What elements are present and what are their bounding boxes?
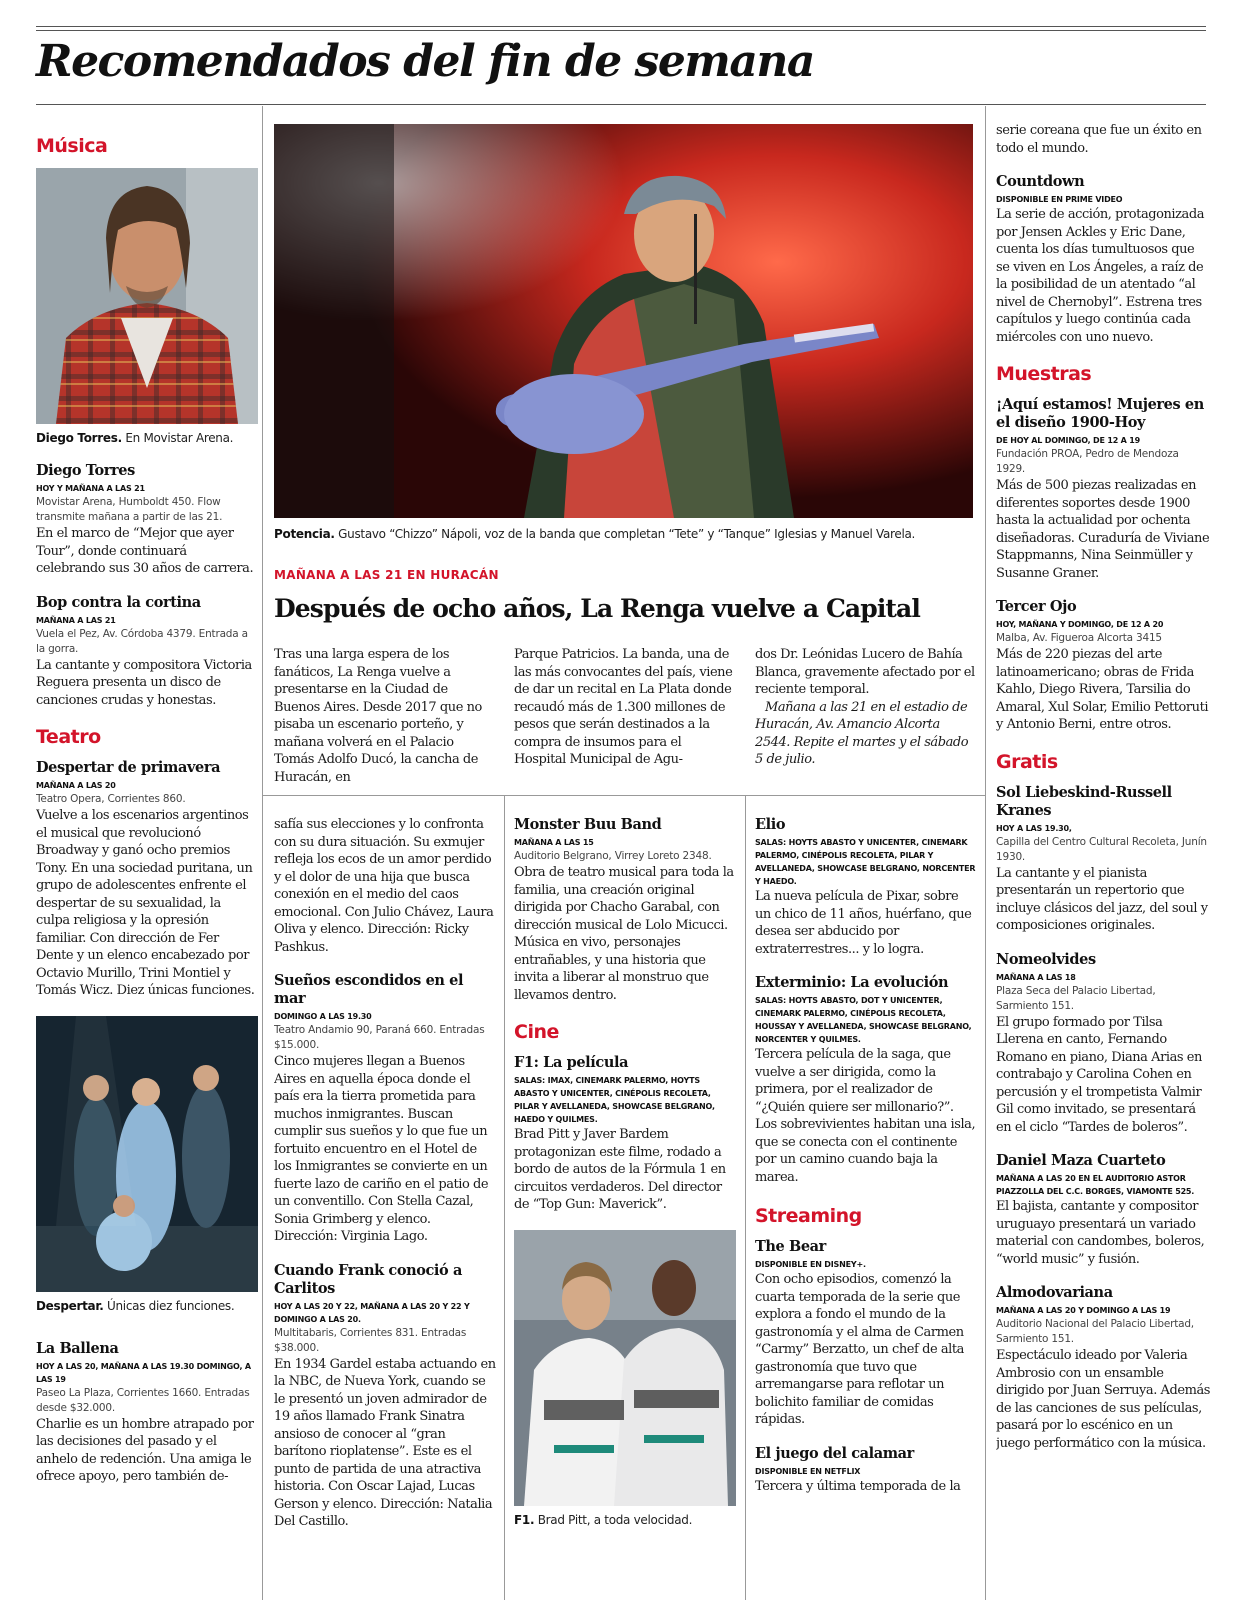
caption-despertar: Despertar. Únicas diez funciones.	[36, 1298, 235, 1313]
event-countdown: Countdown DISPONIBLE EN PRIME VIDEO La serie de acción, protagonizada por Jensen Ackles y Eric Dane, cuenta los días tumultuosos que se viven en Los Ángeles, a raíz de la posibilidad de un atentado “al nivel de Chernobyl”. Estrena tres capítulos y luego continúa cada miércoles con uno nuevo.	[996, 173, 1204, 345]
event-the-bear: The Bear DISPONIBLE EN DISNEY+. Con ocho episodios, comenzó la cuarta temporada de la serie que explora a fondo el mundo de la gastronomía y el alma de Carmen “Carmy” Berzatto, un chef de alta gastronomía que tuvo que arremangarse para reflotar un bolichito familiar de comidas rápidas.	[755, 1238, 964, 1427]
event-daniel-maza: Daniel Maza Cuarteto MAÑANA A LAS 20 EN EL AUDITORIO ASTOR PIAZZOLLA DEL C.C. BORGES, VIAMONTE 525. El bajista, cantante y compositor uruguayo presentará un variado material con candombes, boleros, “world music” y fusión.	[996, 1152, 1205, 1267]
la-ballena-continued: safía sus elecciones y lo confronta con su dura situación. Su exmujer refleja los ecos de un amor perdido y el dolor de una hija que busca conexión en el medio del caos emocional. Con Julio Chávez, Laura Oliva y elenco. Dirección: Ricky Pashkus.	[274, 817, 494, 955]
section-musica: Música	[36, 135, 108, 157]
event-la-ballena: La Ballena HOY A LAS 20, MAÑANA A LAS 19.30 DOMINGO, A LAS 19 Paseo La Plaza, Corrientes 1660. Entradas desde $32.000. Charlie es un hombre atrapado por las decisiones del pasado y el anhelo de redención. Una amiga le ofrece apoyo, pero también de-	[36, 1339, 254, 1484]
event-exterminio: Exterminio: La evolución SALAS: HOYTS ABASTO, DOT Y UNICENTER, CINEMARK PALERMO, CINÉPOLIS RECOLETA, HOUSSAY Y AVELLANEDA, SHOWCASE BELGRANO, NORCENTER Y QUILMES. Tercera película de la saga, que vuelve a ser dirigida, como la primera, por el realizador de “¿Quién quiere ser millonario?”. Los sobrevivientes habitan una isla, que se conecta con el continente por un camino cuando baja la marea.	[755, 974, 976, 1185]
divider-col2-3	[504, 796, 505, 1600]
section-gratis: Gratis	[996, 750, 1058, 773]
event-aqui-estamos: ¡Aquí estamos! Mujeres en el diseño 1900-Hoy DE HOY AL DOMINGO, DE 12 A 19 Fundación PROA, Pedro de Mendoza 1929. Más de 500 piezas realizadas en diferentes soportes desde 1900 hasta la actualidad por ochenta diseñadoras. Curaduría de Viviane Stappmanns, Nina Seinmüller y Susanne Graner.	[996, 396, 1210, 581]
section-cine: Cine	[514, 1021, 559, 1043]
caption-la-renga: Potencia. Gustavo “Chizzo” Nápoli, voz de la banda que completan “Tete” y “Tanque” Iglesias y Manuel Varela.	[274, 527, 916, 541]
title-rule	[36, 104, 1206, 105]
page-title: Recomendados del fin de semana	[36, 36, 814, 87]
event-elio: Elio SALAS: HOYTS ABASTO Y UNICENTER, CINEMARK PALERMO, CINÉPOLIS RECOLETA, PILAR Y AVELLANEDA, SHOWCASE BELGRANO, NORCENTER Y HAEDO. La nueva película de Pixar, sobre un chico de 11 años, huérfano, que desea ser abducido por extraterrestres... y lo logra.	[755, 816, 976, 957]
section-streaming: Streaming	[755, 1205, 862, 1227]
event-despertar-de-primavera: Despertar de primavera MAÑANA A LAS 20 Teatro Opera, Corrientes 860. Vuelve a los escenarios argentinos el musical que revolucionó Broadway y ganó ocho premios Tony. En una sociedad puritana, un grupo de adolescentes enfrente el despertar de su sexualidad, la culpa religiosa y la opresión familiar. Con dirección de Fer Dente y un elenco encabezado por Octavio Murillo, Trini Montiel y Tomás Wicz. Diez únicas funciones.	[36, 759, 255, 998]
article-headline: Después de ocho años, La Renga vuelve a Capital	[274, 594, 920, 623]
column-3	[514, 816, 736, 1600]
article-col-1: Tras una larga espera de los fanáticos, La Renga vuelve a presentarse en la Ciudad de Buenos Aires. Desde 2017 que no pisaba un escenario porteño, y mañana volverá en el Palacio Tomás Adolfo Ducó, la cancha de Huracán, en	[274, 647, 482, 785]
photo-la-renga-concert	[274, 124, 973, 518]
column-5	[996, 122, 1210, 1600]
column-4	[755, 816, 977, 1600]
event-cuando-frank: Cuando Frank conoció a Carlitos HOY A LAS 20 Y 22, MAÑANA A LAS 20 Y 22 Y DOMINGO A LAS 20. Multitabaris, Corrientes 831. Entradas $38.000. En 1934 Gardel estaba actuando en la NBC, de Nueva York, cuando se le presentó un joven admirador de 19 años llamado Frank Sinatra ansioso de conocer al “gran barítono rioplatense”. Este es el punto de partida de una atractiva historia. Con Oscar Lajad, Lucas Gerson y elenco. Dirección: Natalia Del Castillo.	[274, 1261, 496, 1529]
event-sol-liebeskind: Sol Liebeskind-Russell Kranes HOY A LAS 19.30, Capilla del Centro Cultural Recoleta, Junín 1930. La cantante y el pianista presentarán un repertorio que incluye clásicos del jazz, del soul y composiciones originales.	[996, 783, 1208, 933]
event-bop-contra-la-cortina: Bop contra la cortina MAÑANA A LAS 21 Vuela el Pez, Av. Córdoba 4379. Entrada a la gorra. La cantante y compositora Victoria Reguera presenta un disco de canciones crudas y honestas.	[36, 593, 252, 708]
event-tercer-ojo: Tercer Ojo HOY, MAÑANA Y DOMINGO, DE 12 A 20 Malba, Av. Figueroa Alcorta 3415 Más de 220 piezas del arte latinoamericano; obras de Frida Kahlo, Diego Rivera, Tarsilia do Amaral, Xul Solar, Emilio Pettoruti y Antonio Berni, entre otros.	[996, 598, 1209, 732]
event-suenos-escondidos: Sueños escondidos en el mar DOMINGO A LAS 19.30 Teatro Andamio 90, Paraná 660. Entradas $15.000. Cinco mujeres llegan a Buenos Aires en aquella época donde el país era la tierra prometida para muchos inmigrantes. Buscan cumplir sus sueños y lo que fue un fortuito encuentro en el Hotel de los Inmigrantes se convierte en un fuerte lazo de cariño en el patio de un conventillo. Con Stella Cazal, Sonia Grimberg y elenco. Dirección: Virginia Lago.	[274, 972, 489, 1244]
event-f1-la-pelicula: F1: La película SALAS: IMAX, CINEMARK PALERMO, HOYTS ABASTO Y UNICENTER, CINÉPOLIS RECOLETA, PILAR Y AVELLANEDA, SHOWCASE BELGRANO, HAEDO Y QUILMES. Brad Pitt y Javer Bardem protagonizan este filme, rodado a bordo de autos de la Fórmula 1 en circuitos verdaderos. Del director de “Top Gun: Maverick”.	[514, 1054, 726, 1212]
divider-col3-4	[745, 796, 746, 1600]
stage-illustration	[36, 1016, 258, 1292]
photo-f1	[514, 1230, 736, 1506]
divider-col5	[985, 106, 986, 1600]
caption-f1: F1. Brad Pitt, a toda velocidad.	[514, 1512, 693, 1527]
article-col-3: dos Dr. Leónidas Lucero de Bahía Blanca, gravemente afectado por el reciente temporal. Mañana a las 21 en el estadio de Huracán, Av. Amancio Alcorta 2544. Repite el martes y el sábado 5 de julio.	[755, 647, 975, 767]
photo-despertar	[36, 1016, 258, 1292]
article-col-2: Parque Patricios. La banda, una de las más convocantes del país, viene de dar un recital en La Plata donde recaudó más de 1.300 millones de pesos que serán destinados a la compra de insumos para el Hospital Municipal de Agu-	[514, 647, 733, 767]
column-2	[274, 816, 496, 1600]
article-kicker: MAÑANA A LAS 21 EN HURACÁN	[274, 568, 499, 582]
event-el-juego-del-calamar: El juego del calamar DISPONIBLE EN NETFLIX Tercera y última temporada de la	[755, 1444, 961, 1494]
event-almodovariana: Almodovariana MAÑANA A LAS 20 Y DOMINGO A LAS 19 Auditorio Nacional del Palacio Libertad, Sarmiento 151. Espectáculo ideado por Valeria Ambrosio con un ensamble dirigido por Juan Serruya. Además de las canciones de sus películas, pasará por lo escénico en un juego performático con la música.	[996, 1284, 1210, 1451]
concert-illustration	[274, 124, 973, 518]
section-muestras: Muestras	[996, 363, 1092, 385]
top-rule-2	[36, 30, 1206, 31]
top-rule	[36, 26, 1206, 27]
event-diego-torres: Diego Torres HOY Y MAÑANA A LAS 21 Movistar Arena, Humboldt 450. Flow transmite mañana a partir de las 21. En el marco de “Mejor que ayer Tour”, donde continuará celebrando sus 30 años de carrera.	[36, 462, 254, 576]
article-bottom-rule	[262, 795, 985, 796]
column-1	[36, 134, 258, 1600]
caption-diego-torres: Diego Torres. En Movistar Arena.	[36, 431, 234, 445]
f1-illustration	[514, 1230, 736, 1506]
portrait-illustration	[36, 168, 258, 424]
divider-col1	[262, 106, 263, 1600]
section-teatro: Teatro	[36, 726, 101, 748]
photo-diego-torres	[36, 168, 258, 424]
event-monster-buu-band: Monster Buu Band MAÑANA A LAS 15 Auditorio Belgrano, Virrey Loreto 2348. Obra de teatro musical para toda la familia, una creación original dirigida por Chacho Garabal, con dirección musical de Lolo Micucci. Música en vivo, personajes entrañables, y una historia que invita a liberar al monstruo que llevamos dentro.	[514, 816, 734, 1003]
event-nomeolvides: Nomeolvides MAÑANA A LAS 18 Plaza Seca del Palacio Libertad, Sarmiento 151. El grupo formado por Tilsa Llerena en canto, Fernando Romano en piano, Diana Arias en contrabajo y Carolina Cohen en percusión y el trompetista Valmir Gil como invitado, se presentará en el ciclo “Tardes de boleros”.	[996, 950, 1202, 1135]
calamar-continued: serie coreana que fue un éxito en todo el mundo.	[996, 123, 1202, 156]
